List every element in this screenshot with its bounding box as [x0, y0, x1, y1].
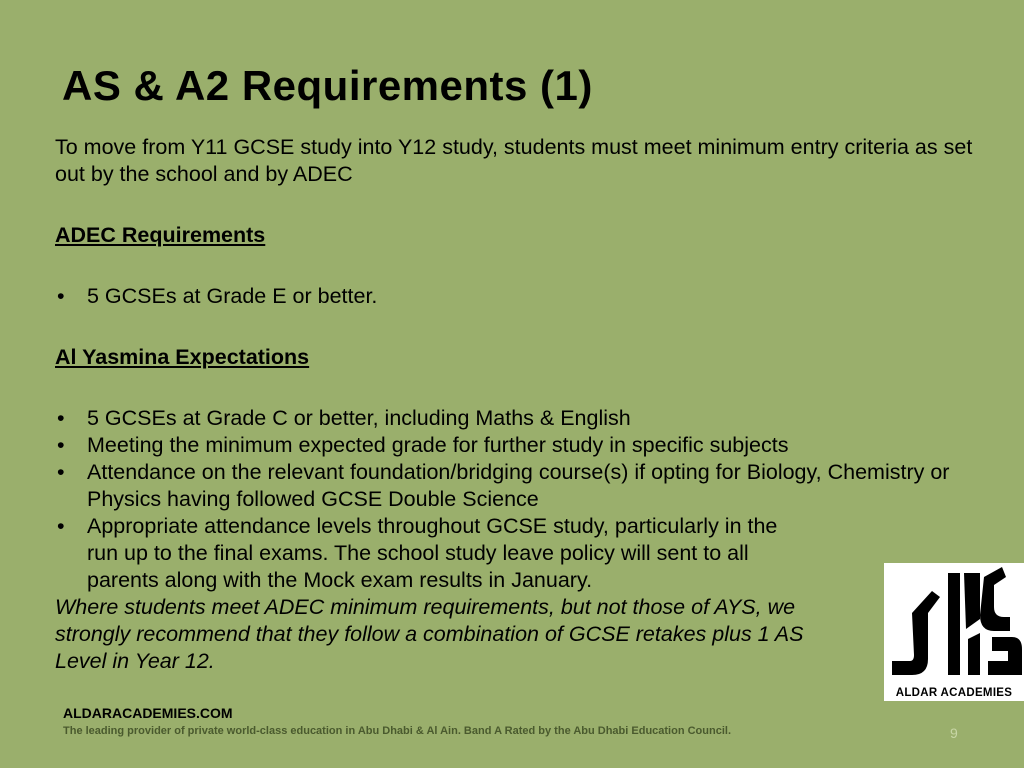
adec-heading: ADEC Requirements	[55, 223, 266, 247]
recommendation-text: Where students meet ADEC minimum requirements, but not those of AYS, we strongly recommend that they follow a combination of GCSE retakes plus 1 AS Level in Year 12.	[55, 595, 804, 673]
list-item: • 5 GCSEs at Grade E or better.	[57, 284, 378, 308]
ays-list	[55, 405, 985, 594]
list-item: • 5 GCSEs at Grade C or better, including Maths & English	[57, 406, 631, 430]
slide-body	[55, 134, 985, 675]
adec-list	[55, 283, 985, 310]
bullet-icon: •	[57, 460, 65, 484]
footer-tagline: The leading provider of private world-class education in Abu Dhabi & Al Ain. Band A Rated by the Abu Dhabi Education Council.	[63, 725, 731, 737]
aldar-academies-logo	[884, 563, 1024, 701]
logo-text: ALDAR ACADEMIES	[895, 687, 1013, 699]
bullet-icon: •	[57, 514, 65, 538]
aldar-logo-icon	[884, 563, 1024, 685]
list-item: • Meeting the minimum expected grade for further study in specific subjects	[57, 433, 789, 457]
bullet-icon: •	[57, 433, 65, 457]
slide-title: AS & A2 Requirements (1)	[62, 62, 593, 109]
page-number: 9	[950, 725, 958, 741]
ays-heading: Al Yasmina Expectations	[55, 345, 310, 369]
intro-text: To move from Y11 GCSE study into Y12 study, students must meet minimum entry criteria as set out by the school and by ADEC	[55, 135, 973, 186]
list-item: • Appropriate attendance levels throughout GCSE study, particularly in the run up to the final exams. The school study leave policy will sent to all parents along with the Mock exam results in January.	[57, 514, 778, 592]
bullet-icon: •	[57, 284, 65, 308]
bullet-icon: •	[57, 406, 65, 430]
list-item: • Attendance on the relevant foundation/bridging course(s) if opting for Biology, Chemistry or Physics having followed GCSE Double Science	[57, 460, 950, 511]
footer-website[interactable]: ALDARACADEMIES.COM	[63, 705, 233, 721]
